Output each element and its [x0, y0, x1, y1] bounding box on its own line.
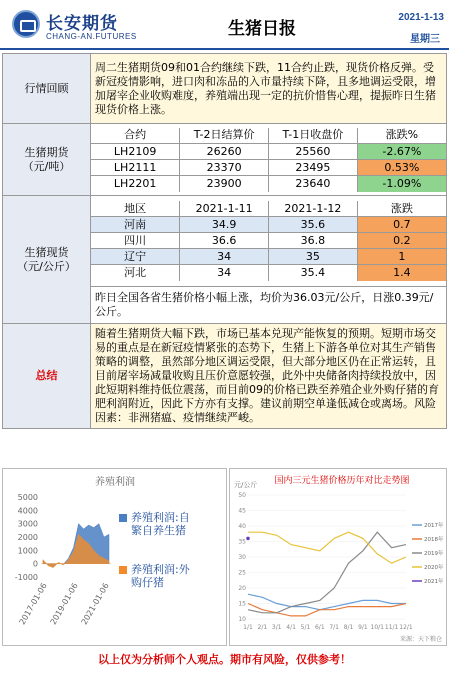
futures-table-cell — [91, 124, 447, 196]
legend-label: 繁自养生猪 — [131, 524, 186, 537]
y-tick-label: 3000 — [17, 519, 38, 529]
x-tick-label: 11/1 — [384, 624, 399, 631]
spot-label-line2: （元/公斤） — [17, 259, 76, 273]
y-tick-label: 30 — [238, 554, 246, 561]
legend-label: 购仔猪 — [131, 576, 164, 589]
y-tick-label: 45 — [238, 507, 246, 515]
x-tick-label: 5/1 — [300, 624, 311, 631]
price-chart-plot — [238, 492, 444, 631]
legend-swatch — [119, 514, 127, 522]
futures-label-line1: 生猪期货 — [24, 145, 69, 159]
spot-table — [91, 201, 446, 281]
futures-header-settle: T-2日结算价 — [180, 128, 269, 144]
d2-cell: 35.6 — [269, 217, 358, 233]
spot-row-henan — [91, 217, 446, 233]
spot-row-liaoning — [91, 249, 446, 265]
y-tick-label: 15 — [238, 600, 246, 608]
legend-label: 2021年 — [424, 579, 444, 585]
settle-cell: 23370 — [180, 160, 269, 176]
settle-cell: 26260 — [180, 144, 269, 160]
report-weekday: 星期三 — [410, 34, 440, 45]
y-tick-label: -1000 — [14, 573, 38, 582]
price-chart-ylabel: 元/公斤 — [234, 481, 258, 489]
y-tick-label: 4000 — [17, 506, 38, 516]
spot-row — [3, 196, 447, 287]
y-tick-label: 20 — [238, 585, 246, 592]
region-cell: 四川 — [91, 233, 180, 249]
price-chart-panel — [229, 468, 447, 646]
change-cell: -1.09% — [357, 176, 446, 192]
change-cell: 0.53% — [357, 160, 446, 176]
spot-note-text: 昨日全国各省生猪价格小幅上涨，均价为36.03元/公斤，日涨0.39元/公斤。 — [91, 286, 447, 323]
futures-label-line2: （元/吨） — [22, 159, 71, 173]
report-table — [2, 53, 447, 429]
x-tick-label: 1/1 — [243, 624, 253, 631]
spot-label — [3, 196, 91, 324]
summary-text: 随着生猪期货大幅下跌，市场已基本兑现产能恢复的预期。短期市场交易的重点是在新冠疫情紧张的态势下，生猪上下游各单位对其生产销售策略的调整，虽然部分地区调运受限，但大部分地区仍在正常运转，且目前屠宰场减量收购且压价意愿较强，此外中央储备肉持续投放中，因此短期料维持低位震荡，而目前09的价格已跌至养殖企业外购仔猪的育肥利润附近，因此下方亦有支撑。建议前期空单逢低减仓或离场。风险因素：非洲猪瘟、疫情继续严峻。 — [91, 324, 447, 429]
futures-header-row — [91, 128, 446, 144]
report-title: 生猪日报 — [228, 19, 296, 39]
spot-table-cell — [91, 196, 447, 287]
market-review-text: 周二生猪期货09和01合约继续下跌，11合约止跌，现货价格反弹。受新冠疫情影响，进口肉和冻品的入市量持续下降，且多地调运受限，增加屠宰企业收购难度，养殖端出现一定的抗价惜售心理，提振昨日生猪现货价格上涨。 — [91, 54, 447, 124]
d1-cell: 34 — [180, 249, 269, 265]
x-tick-label: 2/1 — [257, 624, 268, 631]
x-tick-label: 2019-01-06 — [48, 581, 80, 627]
market-review-row — [3, 54, 447, 124]
spot-header-d2: 2021-1-12 — [269, 201, 358, 217]
y-tick-label: 50 — [238, 492, 246, 499]
profit-chart-panel — [2, 468, 227, 646]
spot-header-d1: 2021-1-11 — [180, 201, 269, 217]
futures-row-lh2111 — [91, 160, 446, 176]
futures-row — [3, 124, 447, 196]
market-review-label: 行情回顾 — [3, 54, 91, 124]
futures-header-close: T-1日收盘价 — [269, 128, 358, 144]
spot-header-row — [91, 201, 446, 217]
price-chart-title: 国内三元生猪价格历年对比走势图 — [274, 476, 410, 486]
d1-cell: 36.6 — [180, 233, 269, 249]
y-tick-label: 40 — [238, 523, 246, 530]
region-cell: 辽宁 — [91, 249, 180, 265]
profit-chart-plot — [15, 493, 191, 626]
y-tick-label: 10 — [238, 616, 246, 623]
change-cell: -2.67% — [357, 144, 446, 160]
close-cell: 23495 — [269, 160, 358, 176]
contract-cell: LH2109 — [91, 144, 180, 160]
legend-label: 2017年 — [424, 523, 444, 529]
company-name-en: CHANG-AN.FUTURES — [46, 32, 137, 41]
region-cell: 河南 — [91, 217, 180, 233]
legend-label: 养殖利润:自 — [131, 511, 190, 524]
legend-label: 2020年 — [424, 565, 444, 571]
profit-chart — [3, 469, 226, 645]
region-cell: 河北 — [91, 265, 180, 281]
d1-cell: 34.9 — [180, 217, 269, 233]
futures-label — [3, 124, 91, 196]
change-cell: 1 — [357, 249, 446, 265]
legend-label: 2018年 — [424, 537, 444, 543]
close-cell: 23640 — [269, 176, 358, 192]
x-tick-label: 2021-01-06 — [79, 581, 111, 627]
summary-label: 总结 — [3, 324, 91, 429]
x-tick-label: 2017-01-06 — [17, 581, 49, 627]
futures-table — [91, 128, 446, 192]
d2-cell: 36.8 — [269, 233, 358, 249]
contract-cell: LH2201 — [91, 176, 180, 192]
company-name-cn: 长安期货 — [46, 14, 118, 34]
d1-cell: 34 — [180, 265, 269, 281]
d2-cell: 35 — [269, 249, 358, 265]
spot-row-sichuan — [91, 233, 446, 249]
spot-label-line1: 生猪现货 — [24, 245, 69, 259]
change-cell: 0.7 — [357, 217, 446, 233]
y-tick-label: 1000 — [17, 546, 38, 556]
spot-header-change: 涨跌 — [357, 201, 446, 217]
y-tick-label: 0 — [32, 559, 38, 569]
profit-chart-title: 养殖利润 — [95, 477, 135, 488]
report-date: 2021-1-13 — [398, 12, 444, 23]
y-tick-label: 35 — [238, 538, 246, 546]
x-tick-label: 9/1 — [358, 624, 368, 631]
change-cell: 0.2 — [357, 233, 446, 249]
footer-disclaimer: 以上仅为分析师个人观点。期市有风险，仅供参考！ — [98, 653, 351, 666]
report-header — [0, 0, 449, 50]
company-logo-icon — [12, 10, 40, 38]
change-cell: 1.4 — [357, 265, 446, 281]
summary-row — [3, 324, 447, 429]
price-series-point — [246, 537, 250, 541]
price-chart — [230, 469, 446, 645]
close-cell: 25560 — [269, 144, 358, 160]
contract-cell: LH2111 — [91, 160, 180, 176]
spot-header-region: 地区 — [91, 201, 180, 217]
price-series-line — [248, 594, 406, 610]
x-tick-label: 12/1 — [399, 624, 413, 631]
legend-label: 养殖利润:外 — [131, 563, 190, 576]
y-tick-label: 25 — [238, 569, 246, 577]
futures-row-lh2109 — [91, 144, 446, 160]
price-chart-source: 来源：天下粮仓 — [399, 636, 442, 643]
y-tick-label: 2000 — [17, 533, 38, 542]
x-tick-label: 8/1 — [343, 624, 354, 631]
price-series-line — [248, 604, 406, 616]
settle-cell: 23900 — [180, 176, 269, 192]
x-tick-label: 7/1 — [329, 624, 340, 631]
futures-header-contract: 合约 — [91, 128, 180, 144]
x-tick-label: 4/1 — [286, 624, 296, 631]
spot-row-hebei — [91, 265, 446, 281]
legend-label: 2019年 — [424, 551, 444, 557]
futures-row-lh2201 — [91, 176, 446, 192]
d2-cell: 35.4 — [269, 265, 358, 281]
x-tick-label: 6/1 — [314, 624, 325, 631]
legend-swatch — [119, 566, 127, 574]
y-tick-label: 5000 — [17, 493, 38, 502]
x-tick-label: 10/1 — [370, 624, 385, 631]
x-tick-label: 3/1 — [271, 624, 282, 631]
futures-header-change: 涨跌% — [357, 128, 446, 144]
